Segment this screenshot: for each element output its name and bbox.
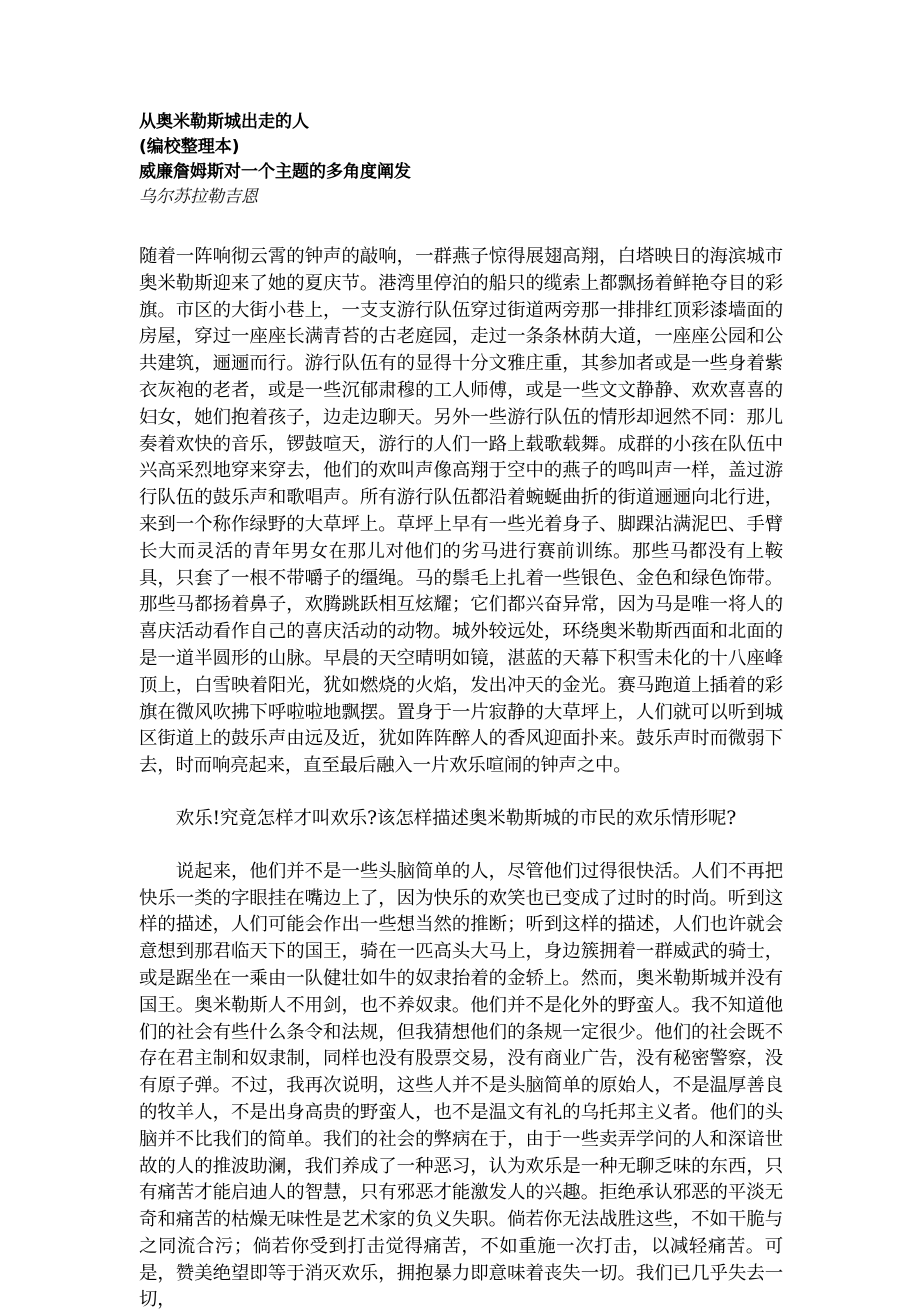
- document-author: 乌尔苏拉勒吉恩: [139, 187, 258, 207]
- body-paragraph: 欢乐!究竟怎样才叫欢乐?该怎样描述奥米勒斯城的市民的欢乐情形呢?: [175, 807, 737, 829]
- document-page: [139, 110, 783, 1314]
- document-subheading: 威廉詹姆斯对一个主题的多角度阐发: [139, 162, 411, 182]
- document-title: 从奥米勒斯城出走的人: [139, 112, 309, 132]
- body-paragraph: 随着一阵响彻云霄的钟声的敲响，一群燕子惊得展翅高翔，白塔映日的海滨城市奥米勒斯迎来了她的夏庆节。港湾里停泊的船只的缆索上都飘扬着鲜艳夺目的彩旗。市区的大街小巷上，一支支游行队伍穿过街道两旁那一排排红顶彩漆墙面的房屋，穿过一座座长满青苔的古老庭园，走过一条条林荫大道，一座座公园和公共建筑，逦逦而行。游行队伍有的显得十分文雅庄重，其参加者或是一些身着紫衣灰袍的老者，或是一些沉郁肃穆的工人师傅，或是一些文文静静、欢欢喜喜的妇女，她们抱着孩子，边走边聊天。另外一些游行队伍的情形却迥然不同：那儿奏着欢快的音乐，锣鼓喧天，游行的人们一路上载歌载舞。成群的小孩在队伍中兴高采烈地穿来穿去，他们的欢叫声像高翔于空中的燕子的鸣叫声一样，盖过游行队伍的鼓乐声和歌唱声。所有游行队伍都沿着蜿蜒曲折的街道逦逦向北行进，来到一个称作绿野的大草坪上。草坪上早有一些光着身子、脚踝沾满泥巴、手臂长大而灵活的青年男女在那儿对他们的劣马进行赛前训练。那些马都没有上鞍具，只套了一根不带嚼子的缰绳。马的鬃毛上扎着一些银色、金色和绿色饰带。那些马都扬着鼻子，欢腾跳跃相互炫耀；它们都兴奋异常，因为马是唯一将人的喜庆活动看作自己的喜庆活动的动物。城外较远处，环绕奥米勒斯西面和北面的是一道半圆形的山脉。早晨的天空晴明如镜，湛蓝的天幕下积雪未化的十八座峰顶上，白雪映着阳光，犹如燃烧的火焰，发出冲天的金光。赛马跑道上插着的彩旗在微风吹拂下呼啦啦地飘摆。置身于一片寂静的大草坪上，人们就可以听到城区街道上的鼓乐声由远及近，犹如阵阵醉人的香风迎面扑来。鼓乐声时而微弱下去，时而响亮起来，直至最后融入一片欢乐喧闹的钟声之中。: [139, 246, 783, 777]
- body-paragraph: 说起来，他们并不是一些头脑简单的人，尽管他们过得很快活。人们不再把快乐一类的字眼挂在嘴边上了，因为快乐的欢笑也已变成了过时的时尚。听到这样的描述，人们可能会作出一些想当然的推断；听到这样的描述，人们也许就会意想到那君临天下的国王，骑在一匹高头大马上，身边簇拥着一群威武的骑士，或是踞坐在一乘由一队健壮如牛的奴隶抬着的金轿上。然而，奥米勒斯城并没有国王。奥米勒斯人不用剑，也不养奴隶。他们并不是化外的野蛮人。我不知道他们的社会有些什么条令和法规，但我猜想他们的条规一定很少。他们的社会既不存在君主制和奴隶制，同样也没有股票交易，没有商业广告，没有秘密警察，没有原子弹。不过，我再次说明，这些人并不是头脑简单的原始人，不是温厚善良的牧羊人，不是出身高贵的野蛮人，也不是温文有礼的乌托邦主义者。他们的头脑并不比我们的简单。我们的社会的弊病在于，由于一些卖弄学问的人和深谙世故的人的推波助澜，我们养成了一种恶习，认为欢乐是一种无聊乏味的东西，只有痛苦才能启迪人的智慧，只有邪恶才能激发人的兴趣。拒绝承认邪恶的平淡无奇和痛苦的枯燥无味性是艺术家的负义失职。倘若你无法战胜这些，不如干脆与之同流合污；倘若你受到打击觉得痛苦，不如重施一次打击，以减轻痛苦。可是，赞美绝望即等于消灭欢乐，拥抱暴力即意味着丧失一切。我们已几乎失去一切，: [139, 860, 783, 1311]
- document-subtitle: (编校整理本): [139, 137, 240, 157]
